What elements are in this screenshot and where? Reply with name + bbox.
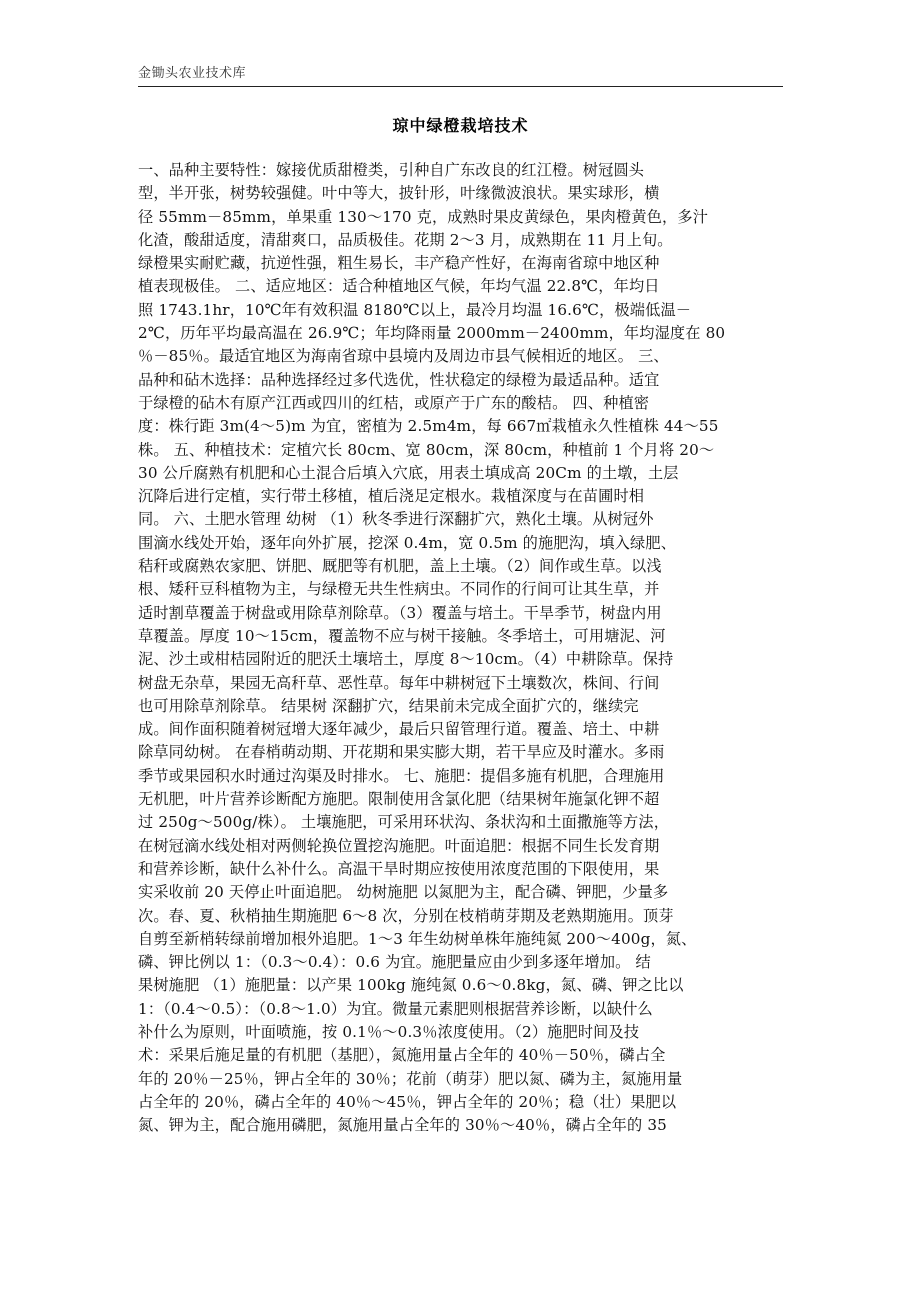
body-text-line: 术：采果后施足量的有机肥（基肥），氮施用量占全年的 40％－50％，磷占全 <box>138 1046 666 1065</box>
body-text-line: 秸秆或腐熟农家肥、饼肥、厩肥等有机肥，盖上土壤。（2）间作或生草。以浅 <box>138 557 662 576</box>
document-title: 琼中绿橙栽培技术 <box>392 116 529 135</box>
body-text-line: 根、矮秆豆科植物为主，与绿橙无共生性病虫。不同作的行间可让其生草，并 <box>138 580 660 599</box>
body-text-line: 除草同幼树。 在春梢萌动期、开花期和果实膨大期，若干旱应及时灌水。多雨 <box>138 743 665 762</box>
body-text-line: 季节或果园积水时通过沟渠及时排水。 七、施肥：提倡多施有机肥，合理施用 <box>138 766 665 785</box>
body-text-line: 沉降后进行定植，实行带土移植，植后浇足定根水。栽植深度与在苗圃时相 <box>138 487 645 506</box>
header-source: 金锄头农业技术库 <box>138 66 247 81</box>
body-text-line: 株。 五、种植技术：定植穴长 80cm、宽 80cm，深 80cm，种植前 1 个月将 20～ <box>138 440 715 459</box>
body-text-line: 同。 六、土肥水管理 幼树 （1）秋冬季进行深翻扩穴，熟化土壤。从树冠外 <box>138 510 654 529</box>
document-body <box>138 159 788 1137</box>
body-text-line: 过 250g～500g/株）。 土壤施肥，可采用环状沟、条状沟和土面撒施等方法， <box>138 813 670 832</box>
body-text-line: 泥、沙土或柑桔园附近的肥沃土壤培土，厚度 8～10cm。（4）中耕除草。保持 <box>138 650 674 669</box>
body-text-line: 于绿橙的砧木有原产江西或四川的红桔，或原产于广东的酸桔。 四、种植密 <box>138 393 650 412</box>
body-text-line: 绿橙果实耐贮藏，抗逆性强，粗生易长，丰产稳产性好，在海南省琼中地区种 <box>138 254 660 273</box>
header-rule <box>138 86 783 87</box>
body-text-line: 果树施肥 （1）施肥量：以产果 100kg 施纯氮 0.6～0.8kg，氮、磷、钾之比以 <box>138 976 684 995</box>
body-text-line: 一、品种主要特性：嫁接优质甜橙类，引种自广东改良的红江橙。树冠圆头 <box>138 161 645 179</box>
body-text-line: 无机肥，叶片营养诊断配方施肥。限制使用含氯化肥（结果树年施氯化钾不超 <box>138 790 660 809</box>
body-text-line: 品种和砧木选择：品种选择经过多代选优，性状稳定的绿橙为最适品种。适宜 <box>138 370 660 389</box>
body-text-line: 实采收前 20 天停止叶面追肥。 幼树施肥 以氮肥为主，配合磷、钾肥，少量多 <box>138 883 669 902</box>
body-text-line: 度：株行距 3m(4～5)m 为宜，密植为 2.5m4m，每 667㎡栽植永久性植株 44～55 <box>138 417 719 436</box>
body-text-line: 围滴水线处开始，逐年向外扩展，挖深 0.4m，宽 0.5m 的施肥沟，填入绿肥、 <box>138 533 677 552</box>
body-text-line: 氮、钾为主，配合施用磷肥，氮施用量占全年的 30％～40％，磷占全年的 35 <box>138 1116 667 1135</box>
body-text-line: 适时割草覆盖于树盘或用除草剂除草。（3）覆盖与培土。干旱季节，树盘内用 <box>138 603 662 622</box>
body-text-line: 补什么为原则，叶面喷施，按 0.1％～0.3％浓度使用。（2）施肥时间及技 <box>138 1022 640 1041</box>
body-text-line: 占全年的 20％，磷占全年的 40％～45％，钾占全年的 20％；稳（壮）果肥以 <box>138 1092 677 1111</box>
body-text-line: ％－85％。最适宜地区为海南省琼中县境内及周边市县气候相近的地区。 三、 <box>138 347 669 366</box>
body-text-line: 植表现极佳。 二、适应地区：适合种植地区气候，年均气温 22.8℃，年均日 <box>138 277 660 296</box>
body-text-line: 自剪至新梢转绿前增加根外追肥。1～3 年生幼树单株年施纯氮 200～400g，氮、 <box>138 929 697 948</box>
body-text-line: 成。间作面积随着树冠增大逐年减少，最后只留管理行道。覆盖、培土、中耕 <box>138 720 660 739</box>
body-text-line: 1：（0.4～0.5）：（0.8～1.0）为宜。微量元素肥则根据营养诊断，以缺什么 <box>138 999 653 1018</box>
body-text-line: 径 55mm－85mm，单果重 130～170 克，成熟时果皮黄绿色，果肉橙黄色，多汁 <box>138 207 709 226</box>
body-text-line: 树盘无杂草，果园无高秆草、恶性草。每年中耕树冠下土壤数次，株间、行间 <box>138 673 660 692</box>
body-text-line: 在树冠滴水线处相对两侧轮换位置挖沟施肥。叶面追肥：根据不同生长发育期 <box>138 836 660 855</box>
body-text-line: 次。春、夏、秋梢抽生期施肥 6～8 次，分别在枝梢萌芽期及老熟期施用。顶芽 <box>138 906 674 925</box>
body-text-line: 年的 20％－25％，钾占全年的 30％；花前（萌芽）肥以氮、磷为主，氮施用量 <box>138 1069 683 1088</box>
body-text-line: 2℃，历年平均最高温在 26.9℃；年均降雨量 2000mm－2400mm，年均湿度在 80 <box>138 324 726 343</box>
body-text-line: 和营养诊断，缺什么补什么。高温干旱时期应按使用浓度范围的下限使用，果 <box>138 859 660 878</box>
body-text-line: 草覆盖。厚度 10～15cm，覆盖物不应与树干接触。冬季培土，可用塘泥、河 <box>138 626 666 645</box>
body-text-line: 型，半开张，树势较强健。叶中等大，披针形，叶缘微波浪状。果实球形，横 <box>138 184 660 203</box>
body-text-line: 磷、钾比例以 1：（0.3～0.4）：0.6 为宜。施肥量应由少到多逐年增加。 结 <box>138 953 651 972</box>
body-text-line: 也可用除草剂除草。 结果树 深翻扩穴，结果前未完成全面扩穴的，继续完 <box>138 696 639 715</box>
body-text-line: 30 公斤腐熟有机肥和心土混合后填入穴底，用表土填成高 20Cm 的土墩，土层 <box>138 463 679 482</box>
body-text-line: 化渣，酸甜适度，清甜爽口，品质极佳。花期 2～3 月，成熟期在 11 月上旬。 <box>138 230 673 249</box>
body-text-line: 照 1743.1hr，10℃年有效积温 8180℃以上，最冷月均温 16.6℃，极端低温－ <box>138 300 692 319</box>
